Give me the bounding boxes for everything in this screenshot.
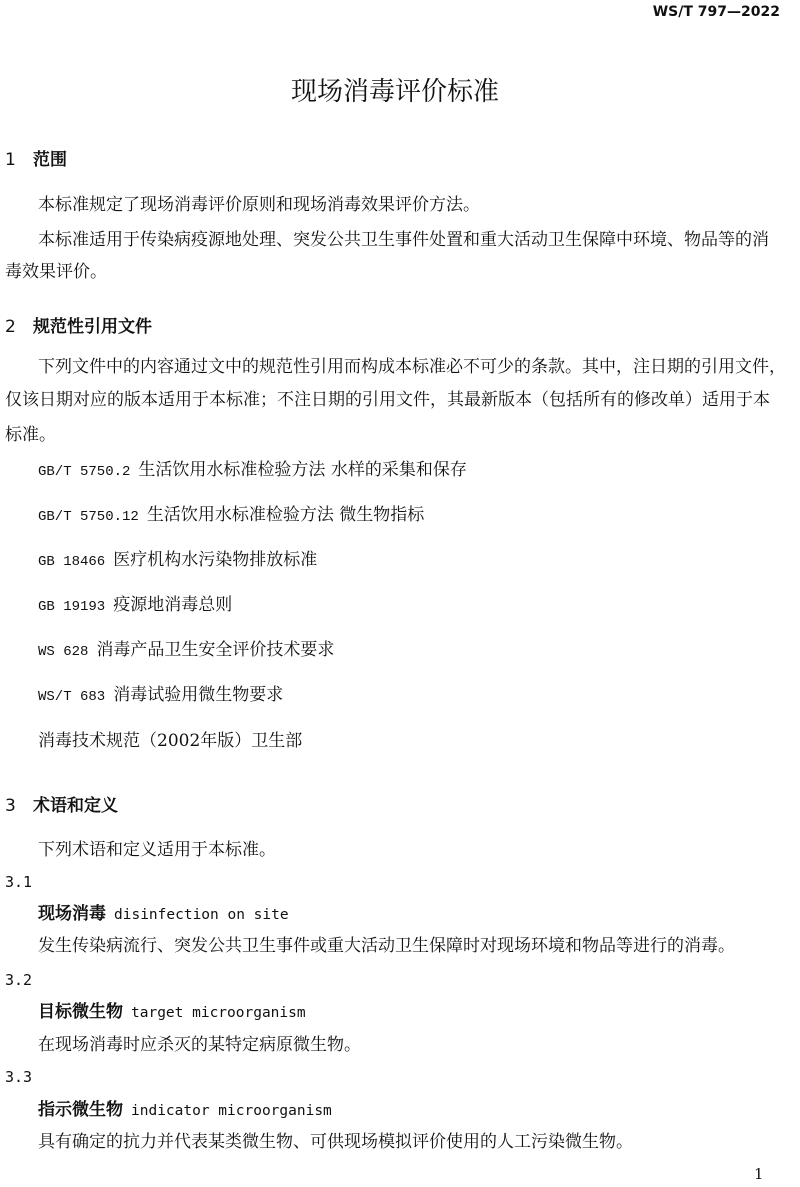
- section-heading-terms-definitions: [5, 794, 118, 818]
- term-name-en: target microorganism: [131, 1005, 306, 1021]
- reference-title: 生活饮用水标准检验方法 水样的采集和保存: [138, 460, 467, 480]
- reference-item: [38, 638, 334, 664]
- standard-code: WS/T 797—2022: [652, 4, 780, 20]
- reference-title: 消毒产品卫生安全评价技术要求: [96, 640, 335, 660]
- section-heading-normative-references: [5, 315, 152, 339]
- reference-code: GB/T 5750.12: [38, 509, 139, 525]
- section-title: 规范性引用文件: [33, 317, 152, 337]
- reference-code: WS 628: [38, 644, 89, 660]
- term-name-en: disinfection on site: [114, 907, 289, 923]
- section-number: 2: [5, 317, 16, 337]
- paragraph-line: 仅该日期对应的版本适用于本标准；不注日期的引用文件，其最新版本（包括所有的修改单）适用于本: [5, 390, 770, 410]
- reference-title: 疫源地消毒总则: [113, 595, 233, 615]
- term-definition: 在现场消毒时应杀灭的某特定病原微生物。: [38, 1035, 361, 1055]
- term-name-en: indicator microorganism: [131, 1103, 332, 1119]
- section-number: 3: [5, 796, 16, 816]
- term-name-zh: 现场消毒: [38, 904, 106, 924]
- section-title: 术语和定义: [33, 796, 118, 816]
- term-name-zh: 指示微生物: [38, 1100, 123, 1120]
- term-definition: 发生传染病流行、突发公共卫生事件或重大活动卫生保障时对现场环境和物品等进行的消毒。: [38, 936, 735, 956]
- reference-item: [38, 683, 283, 709]
- clause-number: 3.2: [5, 971, 33, 989]
- reference-item: [38, 729, 302, 753]
- paragraph-line: 毒效果评价。: [5, 262, 107, 282]
- paragraph-line: 下列文件中的内容通过文中的规范性引用而构成本标准必不可少的条款。其中，注日期的引用文件，: [38, 357, 786, 377]
- document-title: 现场消毒评价标准: [290, 77, 499, 107]
- term-definition: 具有确定的抗力并代表某类微生物、可供现场模拟评价使用的人工污染微生物。: [38, 1132, 633, 1152]
- reference-title: 消毒试验用微生物要求: [113, 685, 284, 705]
- clause-number: 3.1: [5, 873, 33, 891]
- reference-title: 医疗机构水污染物排放标准: [113, 550, 318, 570]
- reference-code: WS/T 683: [38, 689, 106, 705]
- section-number: 1: [5, 150, 16, 170]
- term-entry: [38, 1000, 306, 1025]
- reference-item: [38, 548, 317, 574]
- clause-number: 3.3: [5, 1068, 33, 1086]
- paragraph-line: 下列术语和定义适用于本标准。: [38, 840, 276, 860]
- page-number: 1: [754, 1165, 764, 1183]
- reference-code: GB 18466: [38, 554, 106, 570]
- term-entry: [38, 902, 289, 927]
- reference-title: 生活饮用水标准检验方法 微生物指标: [146, 505, 425, 525]
- term-name-zh: 目标微生物: [38, 1002, 123, 1022]
- reference-code: GB 19193: [38, 599, 106, 615]
- paragraph-line: 本标准适用于传染病疫源地处理、突发公共卫生事件处置和重大活动卫生保障中环境、物品等的消: [38, 230, 769, 250]
- reference-item: [38, 503, 424, 529]
- reference-item: [38, 458, 467, 484]
- paragraph-line: 标准。: [5, 425, 56, 445]
- reference-title: 消毒技术规范（2002年版）卫生部: [38, 731, 303, 751]
- paragraph-line: 本标准规定了现场消毒评价原则和现场消毒效果评价方法。: [38, 195, 480, 215]
- section-title: 范围: [33, 150, 67, 170]
- reference-item: [38, 593, 232, 619]
- reference-code: GB/T 5750.2: [38, 464, 131, 480]
- section-heading-scope: [5, 148, 67, 172]
- term-entry: [38, 1098, 332, 1123]
